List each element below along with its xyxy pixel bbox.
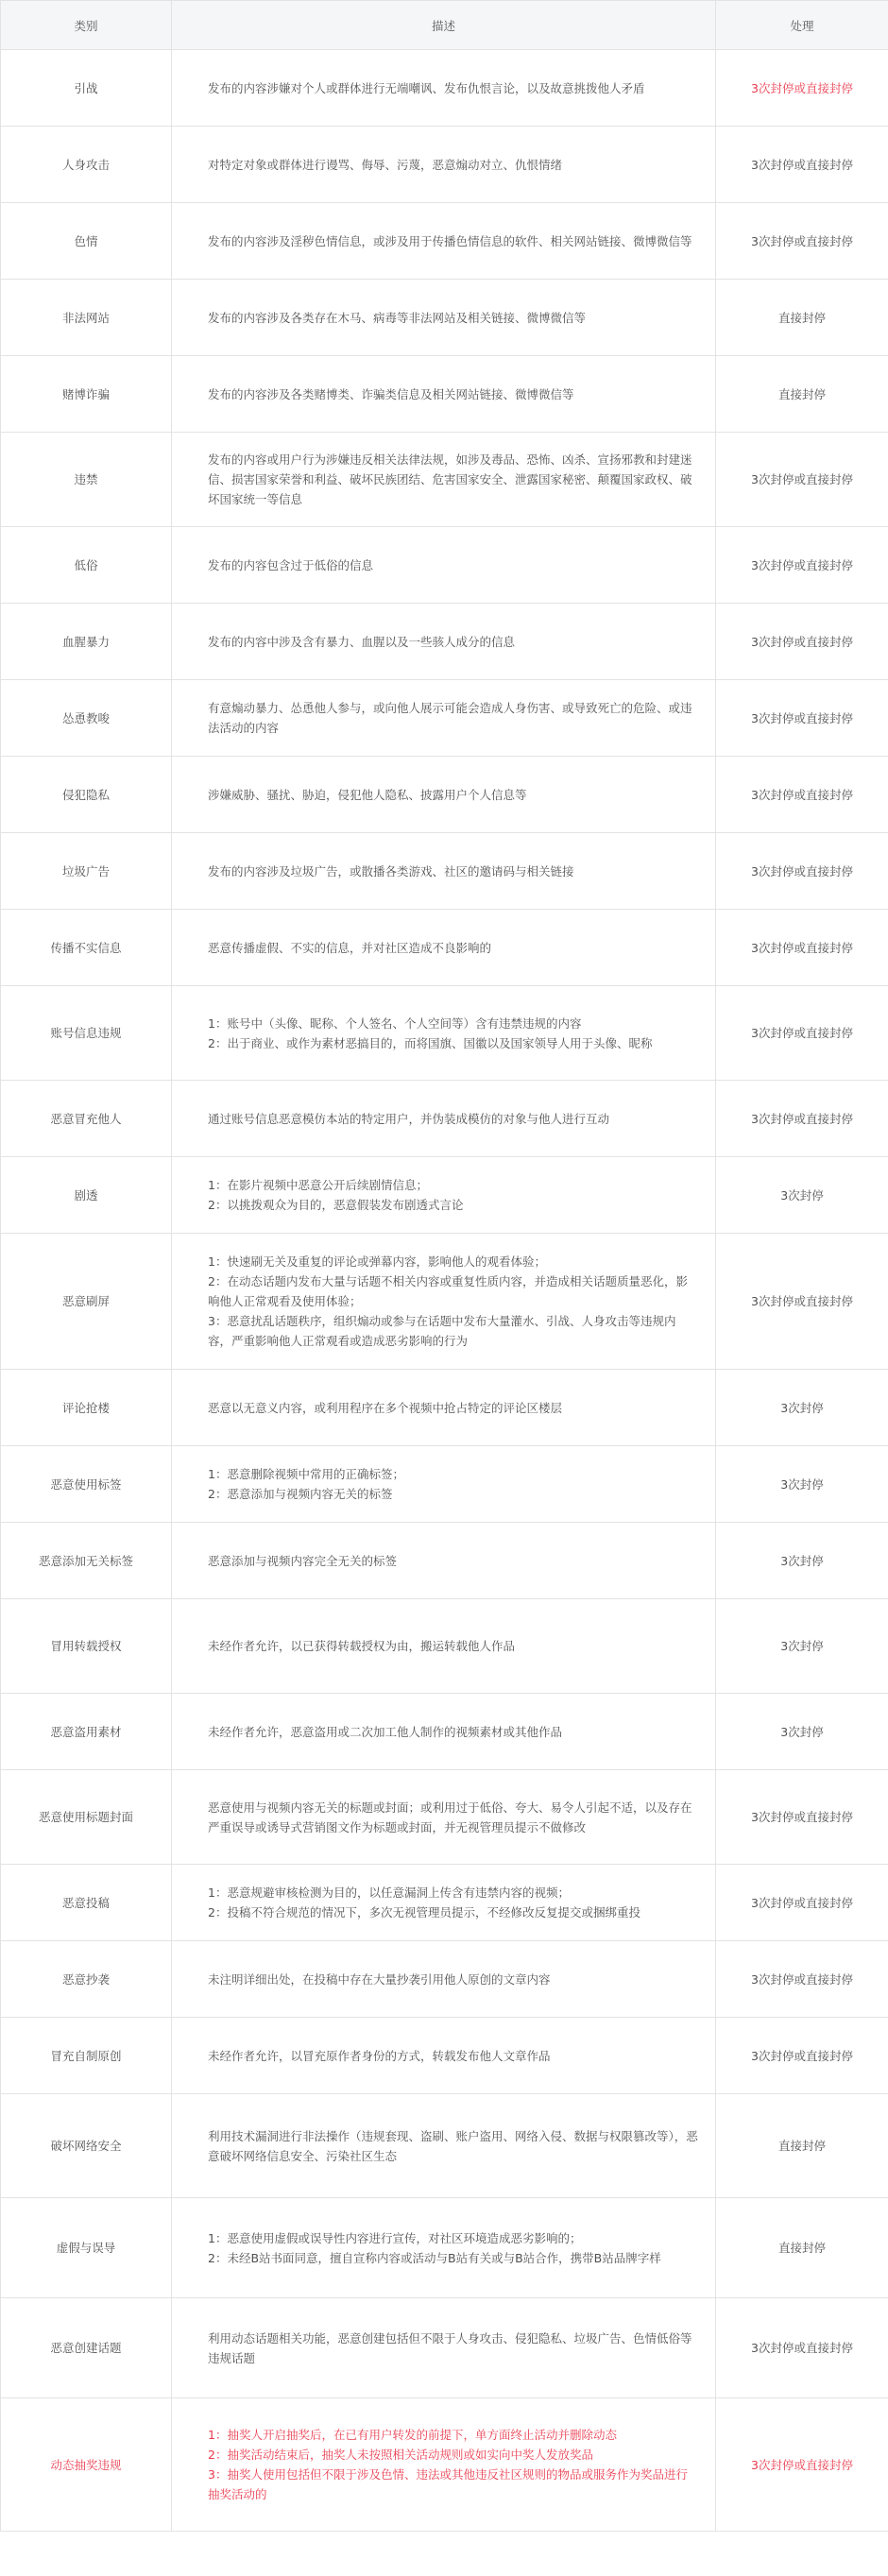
row-category: 垃圾广告 [1, 833, 172, 910]
row-description [172, 757, 716, 833]
row-description [172, 1446, 716, 1523]
row-action: 3次封停 [716, 1446, 888, 1523]
description-line: 2：未经B站书面同意，擅自宣称内容或活动与B站有关或与B站合作，携带B站品牌字样 [208, 2250, 661, 2265]
description-line: 未经作者允许，恶意盗用或二次加工他人制作的视频素材或其他作品 [208, 1724, 563, 1739]
row-action: 3次封停或直接封停 [716, 1865, 888, 1941]
row-action: 3次封停 [716, 1370, 888, 1446]
row-category: 低俗 [1, 527, 172, 604]
row-category: 违禁 [1, 433, 172, 527]
description-line: 恶意添加与视频内容完全无关的标签 [208, 1553, 398, 1568]
row-category: 恶意刷屏 [1, 1234, 172, 1370]
row-description [172, 2094, 716, 2198]
row-category: 恶意冒充他人 [1, 1081, 172, 1157]
row-action: 直接封停 [716, 280, 888, 356]
table-row [1, 986, 888, 1081]
table-row [1, 2398, 888, 2532]
row-action: 3次封停或直接封停 [716, 604, 888, 680]
row-category: 赌博诈骗 [1, 356, 172, 433]
row-description [172, 1523, 716, 1599]
table-row [1, 127, 888, 203]
table-row [1, 757, 888, 833]
row-action: 3次封停或直接封停 [716, 1081, 888, 1157]
row-action: 3次封停或直接封停 [716, 986, 888, 1081]
row-description [172, 1599, 716, 1694]
description-line: 发布的内容涉及各类存在木马、病毒等非法网站及相关链接、微博微信等 [208, 310, 587, 325]
table-row [1, 1370, 888, 1446]
row-category: 剧透 [1, 1157, 172, 1234]
description-line: 恶意传播虚假、不实的信息，并对社区造成不良影响的 [208, 940, 492, 955]
row-description [172, 2018, 716, 2094]
table-row [1, 1157, 888, 1234]
row-description [172, 2198, 716, 2298]
row-action: 3次封停或直接封停 [716, 757, 888, 833]
description-line: 有意煽动暴力、怂恿他人参与，或向他人展示可能会造成人身伤害、或导致死亡的危险、或违法活动的内容 [208, 701, 692, 735]
row-description [172, 1081, 716, 1157]
row-category: 冒用转载授权 [1, 1599, 172, 1694]
table-row [1, 604, 888, 680]
table-row [1, 527, 888, 604]
row-action: 3次封停或直接封停 [716, 1770, 888, 1865]
row-description [172, 604, 716, 680]
row-action: 3次封停 [716, 1157, 888, 1234]
row-description [172, 203, 716, 280]
description-line: 2：以挑拨观众为目的，恶意假装发布剧透式言论 [208, 1198, 464, 1212]
description-line: 1：在影片视频中恶意公开后续剧情信息； [208, 1178, 428, 1192]
row-description [172, 280, 716, 356]
description-line: 利用技术漏洞进行非法操作（违规套现、盗刷、账户盗用、网络入侵、数据与权限篡改等），恶意破坏网络信息安全、污染社区生态 [208, 2128, 698, 2163]
row-description [172, 2398, 716, 2532]
row-category: 恶意添加无关标签 [1, 1523, 172, 1599]
row-category: 色情 [1, 203, 172, 280]
row-description [172, 1234, 716, 1370]
table-row [1, 1523, 888, 1599]
row-action: 3次封停或直接封停 [716, 833, 888, 910]
row-description [172, 356, 716, 433]
row-action: 3次封停或直接封停 [716, 2298, 888, 2398]
row-category: 破坏网络安全 [1, 2094, 172, 2198]
row-action: 3次封停或直接封停 [716, 2018, 888, 2094]
description-line: 2：恶意添加与视频内容无关的标签 [208, 1487, 393, 1501]
row-description [172, 1865, 716, 1941]
description-line: 未经作者允许，以冒充原作者身份的方式，转载发布他人文章作品 [208, 2048, 551, 2063]
row-description [172, 50, 716, 127]
row-category: 恶意使用标题封面 [1, 1770, 172, 1865]
row-category: 评论抢楼 [1, 1370, 172, 1446]
description-line: 1：快速刷无关及重复的评论或弹幕内容，影响他人的观看体验； [208, 1254, 546, 1269]
description-line: 2：抽奖活动结束后，抽奖人未按照相关活动规则或如实向中奖人发放奖品 [208, 2448, 593, 2462]
row-action: 3次封停 [716, 1599, 888, 1694]
description-line: 1：账号中（头像、昵称、个人签名、个人空间等）含有违禁违规的内容 [208, 1015, 582, 1031]
description-line: 3：抽奖人使用包括但不限于涉及色情、违法或其他违反社区规则的物品或服务作为奖品进行抽奖活动的 [208, 2467, 688, 2501]
row-category: 虚假与误导 [1, 2198, 172, 2298]
row-action: 3次封停 [716, 1694, 888, 1770]
row-category: 账号信息违规 [1, 986, 172, 1081]
header-action: 处理 [716, 1, 888, 50]
row-action: 3次封停或直接封停 [716, 910, 888, 986]
description-line: 2：在动态话题内发布大量与话题不相关内容或重复性质内容，并造成相关话题质量恶化，影响他人正常观看及使用体验； [208, 1274, 688, 1308]
description-line: 恶意以无意义内容，或利用程序在多个视频中抢占特定的评论区楼层 [208, 1400, 563, 1415]
table-row [1, 680, 888, 757]
table-row [1, 1941, 888, 2018]
row-description [172, 127, 716, 203]
row-description [172, 527, 716, 604]
table-row [1, 833, 888, 910]
table-header-row [1, 1, 888, 50]
row-category: 怂恿教唆 [1, 680, 172, 757]
row-category: 恶意创建话题 [1, 2298, 172, 2398]
table-row [1, 910, 888, 986]
header-category: 类别 [1, 1, 172, 50]
table-row [1, 1694, 888, 1770]
description-line: 发布的内容中涉及含有暴力、血腥以及一些骇人成分的信息 [208, 634, 516, 649]
table-row [1, 1599, 888, 1694]
description-line: 未经作者允许，以已获得转载授权为由，搬运转载他人作品 [208, 1639, 516, 1653]
table-row [1, 433, 888, 527]
table-row [1, 2298, 888, 2398]
row-description [172, 986, 716, 1081]
row-action: 3次封停或直接封停 [716, 680, 888, 757]
row-description [172, 433, 716, 527]
description-line: 通过账号信息恶意模仿本站的特定用户，并伪装成模仿的对象与他人进行互动 [208, 1111, 610, 1126]
description-line: 发布的内容涉嫌对个人或群体进行无端嘲讽、发布仇恨言论，以及故意挑拨他人矛盾 [208, 80, 645, 95]
row-action: 3次封停或直接封停 [716, 203, 888, 280]
row-description [172, 2298, 716, 2398]
table-row [1, 1081, 888, 1157]
description-line: 1：抽奖人开启抽奖后，在已有用户转发的前提下，单方面终止活动并删除动态 [208, 2428, 617, 2442]
table-row [1, 1234, 888, 1370]
row-action: 3次封停或直接封停 [716, 1941, 888, 2018]
description-line: 对特定对象或群体进行谩骂、侮辱、污蔑，恶意煽动对立、仇恨情绪 [208, 157, 563, 172]
description-line: 涉嫌威胁、骚扰、胁迫，侵犯他人隐私、披露用户个人信息等 [208, 787, 527, 802]
row-action: 3次封停或直接封停 [716, 433, 888, 527]
row-category: 动态抽奖违规 [1, 2398, 172, 2532]
row-category: 引战 [1, 50, 172, 127]
description-line: 利用动态话题相关功能，恶意创建包括但不限于人身攻击、侵犯隐私、垃圾广告、色情低俗等违规话题 [208, 2330, 692, 2365]
table-row [1, 280, 888, 356]
row-description [172, 680, 716, 757]
description-line: 发布的内容涉及淫秽色情信息，或涉及用于传播色情信息的软件、相关网站链接、微博微信等 [208, 233, 692, 248]
row-action: 直接封停 [716, 2094, 888, 2198]
row-action: 3次封停或直接封停 [716, 2398, 888, 2532]
row-description [172, 910, 716, 986]
row-action: 3次封停或直接封停 [716, 527, 888, 604]
row-category: 血腥暴力 [1, 604, 172, 680]
row-description [172, 1941, 716, 2018]
row-action: 3次封停 [716, 1523, 888, 1599]
description-line: 发布的内容涉及垃圾广告，或散播各类游戏、社区的邀请码与相关链接 [208, 863, 574, 879]
description-line: 发布的内容包含过于低俗的信息 [208, 557, 374, 572]
table-row [1, 1446, 888, 1523]
table-row [1, 50, 888, 127]
table-row [1, 2094, 888, 2198]
description-line: 1：恶意删除视频中常用的正确标签； [208, 1467, 404, 1481]
row-action: 3次封停或直接封停 [716, 1234, 888, 1370]
table-body [1, 50, 888, 2532]
table-row [1, 2018, 888, 2094]
table-row [1, 1865, 888, 1941]
row-description [172, 1370, 716, 1446]
row-category: 传播不实信息 [1, 910, 172, 986]
description-line: 恶意使用与视频内容无关的标题或封面；或利用过于低俗、夸大、易令人引起不适，以及存在严重误导或诱导式营销图文作为标题或封面，并无视管理员提示不做修改 [208, 1800, 692, 1834]
row-description [172, 1770, 716, 1865]
description-line: 发布的内容或用户行为涉嫌违反相关法律法规，如涉及毒品、恐怖、凶杀、宣扬邪教和封建迷信、损害国家荣誉和利益、破坏民族团结、危害国家安全、泄露国家秘密、颠覆国家政权、破坏国家统一等信息 [208, 452, 692, 506]
row-category: 人身攻击 [1, 127, 172, 203]
row-category: 恶意使用标签 [1, 1446, 172, 1523]
row-action: 直接封停 [716, 356, 888, 433]
table-row [1, 203, 888, 280]
row-description [172, 833, 716, 910]
description-line: 1：恶意规避审核检测为目的，以任意漏洞上传含有违禁内容的视频； [208, 1885, 570, 1900]
row-category: 冒充自制原创 [1, 2018, 172, 2094]
description-line: 2：出于商业、或作为素材恶搞目的，而将国旗、国徽以及国家领导人用于头像、昵称 [208, 1035, 653, 1050]
description-line: 3：恶意扰乱话题秩序，组织煽动或参与在话题中发布大量灌水、引战、人身攻击等违规内容，严重影响他人正常观看或造成恶劣影响的行为 [208, 1314, 676, 1348]
row-action: 直接封停 [716, 2198, 888, 2298]
row-category: 恶意盗用素材 [1, 1694, 172, 1770]
row-description [172, 1694, 716, 1770]
row-action: 3次封停或直接封停 [716, 127, 888, 203]
row-category: 恶意投稿 [1, 1865, 172, 1941]
table-row [1, 356, 888, 433]
row-action: 3次封停或直接封停 [716, 50, 888, 127]
description-line: 1：恶意使用虚假或误导性内容进行宣传，对社区环境造成恶劣影响的； [208, 2230, 582, 2245]
row-category: 非法网站 [1, 280, 172, 356]
table-row [1, 2198, 888, 2298]
description-line: 发布的内容涉及各类赌博类、诈骗类信息及相关网站链接、微博微信等 [208, 386, 574, 401]
row-category: 侵犯隐私 [1, 757, 172, 833]
description-line: 未注明详细出处，在投稿中存在大量抄袭引用他人原创的文章内容 [208, 1971, 551, 1987]
header-description: 描述 [172, 1, 716, 50]
row-category: 恶意抄袭 [1, 1941, 172, 2018]
table-row [1, 1770, 888, 1865]
row-description [172, 1157, 716, 1234]
description-line: 2：投稿不符合规范的情况下，多次无视管理员提示，不经修改反复提交或捆绑重投 [208, 1905, 640, 1919]
